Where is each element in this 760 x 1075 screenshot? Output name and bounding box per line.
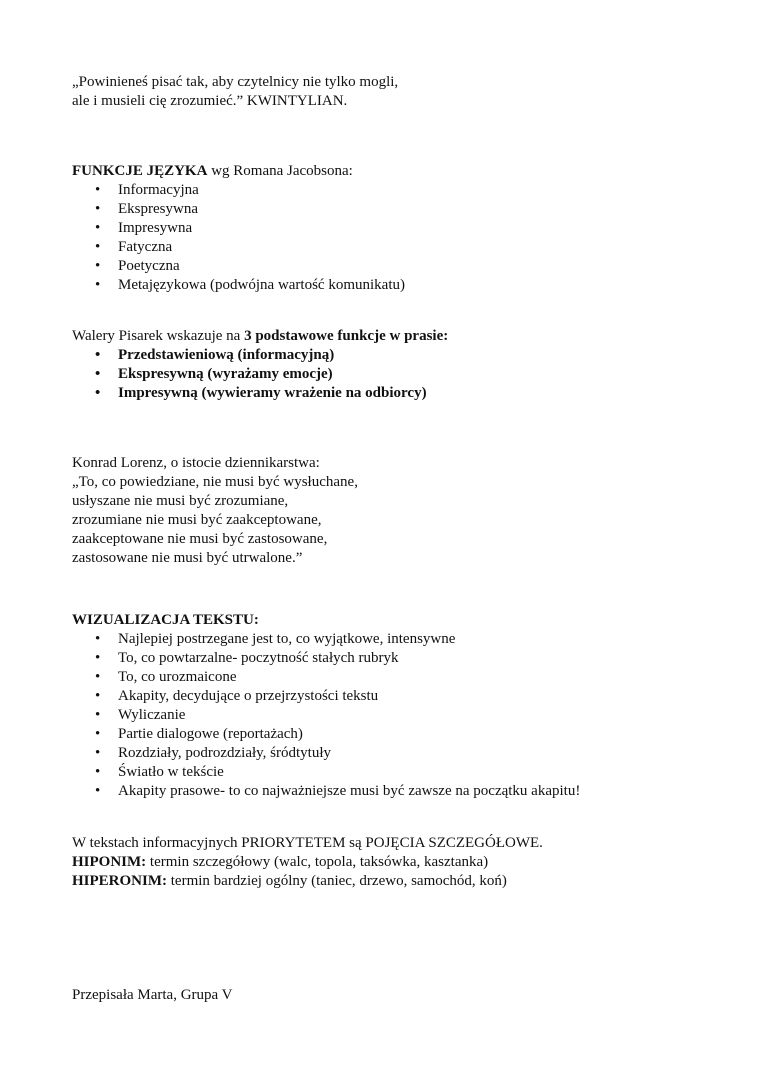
bullet-icon: •: [95, 258, 101, 274]
list-item: [72, 744, 712, 763]
funkcje-heading: [72, 162, 712, 181]
lorenz-section: [72, 454, 712, 568]
list-item-text: Impresywna: [118, 220, 193, 236]
pisarek-section: [72, 327, 712, 403]
bullet-icon: •: [95, 277, 101, 293]
list-item-text: Metajęzykowa (podwójna wartość komunikatu): [118, 277, 405, 293]
list-item: [72, 200, 712, 219]
list-item: [72, 384, 712, 403]
lorenz-line: zrozumiane nie musi być zaakceptowane,: [72, 512, 322, 528]
list-item: [72, 763, 712, 782]
pisarek-intro-plain: Walery Pisarek wskazuje na: [72, 328, 245, 344]
list-item-text: Rozdziały, podrozdziały, śródtytuły: [118, 745, 332, 761]
list-item-text: Ekspresywną (wyrażamy emocje): [118, 366, 333, 382]
pisarek-intro: [72, 327, 712, 346]
bullet-icon: •: [95, 366, 101, 382]
bullet-icon: •: [95, 239, 101, 255]
lorenz-line: „To, co powiedziane, nie musi być wysłuchane,: [72, 474, 358, 490]
funkcje-heading-rest: wg Romana Jacobsona:: [207, 163, 353, 179]
bullet-icon: •: [95, 707, 101, 723]
list-item-text: Impresywną (wywieramy wrażenie na odbiorcy): [118, 385, 427, 401]
pisarek-intro-bold: 3 podstawowe funkcje w prasie:: [244, 328, 449, 344]
bullet-icon: •: [95, 182, 101, 198]
quote-line: ale i musieli cię zrozumieć.” KWINTYLIAN.: [72, 93, 348, 109]
funkcje-heading-bold: FUNKCJE JĘZYKA: [72, 163, 208, 179]
list-item: [72, 257, 712, 276]
list-item: [72, 706, 712, 725]
bullet-icon: •: [95, 631, 101, 647]
list-item-text: Akapity prasowe- to co najważniejsze musi być zawsze na początku akapitu!: [118, 783, 581, 799]
list-item: [72, 668, 712, 687]
list-item-text: To, co urozmaicone: [118, 669, 237, 685]
funkcje-list: [72, 181, 712, 295]
list-item-text: Przedstawieniową (informacyjną): [118, 347, 335, 363]
hiperonim-line: [72, 872, 712, 891]
bullet-icon: •: [95, 385, 101, 401]
list-item: [72, 238, 712, 257]
list-item-text: To, co powtarzalne- poczytność stałych rubryk: [118, 650, 399, 666]
list-item-text: Ekspresywna: [118, 201, 198, 217]
lorenz-line: zastosowane nie musi być utrwalone.”: [72, 550, 303, 566]
list-item: [72, 346, 712, 365]
list-item: [72, 782, 712, 801]
wizualizacja-heading-bold: WIZUALIZACJA TEKSTU:: [72, 612, 259, 628]
bullet-icon: •: [95, 745, 101, 761]
wizualizacja-heading: [72, 611, 712, 630]
list-item: [72, 276, 712, 295]
list-item-text: Partie dialogowe (reportażach): [118, 726, 303, 742]
lorenz-line: Konrad Lorenz, o istocie dziennikarstwa:: [72, 455, 320, 471]
list-item-text: Światło w tekście: [118, 764, 224, 780]
list-item: [72, 687, 712, 706]
pisarek-list: [72, 346, 712, 403]
hiperonim-label: HIPERONIM:: [72, 873, 167, 889]
funkcje-jezyka-section: [72, 162, 712, 295]
bullet-icon: •: [95, 347, 101, 363]
list-item: [72, 725, 712, 744]
kwintylian-quote: [72, 73, 712, 111]
bullet-icon: •: [95, 669, 101, 685]
bullet-icon: •: [95, 726, 101, 742]
priorytet-section: [72, 834, 712, 891]
signature: [72, 986, 712, 1005]
bullet-icon: •: [95, 201, 101, 217]
signature-text: Przepisała Marta, Grupa V: [72, 987, 233, 1003]
bullet-icon: •: [95, 688, 101, 704]
list-item-text: Informacyjna: [118, 182, 199, 198]
list-item-text: Wyliczanie: [118, 707, 186, 723]
list-item: [72, 649, 712, 668]
lorenz-line: zaakceptowane nie musi być zastosowane,: [72, 531, 328, 547]
wizualizacja-section: [72, 611, 712, 801]
lorenz-line: usłyszane nie musi być zrozumiane,: [72, 493, 289, 509]
list-item: [72, 365, 712, 384]
wizualizacja-list: [72, 630, 712, 801]
list-item: [72, 219, 712, 238]
quote-line: „Powinieneś pisać tak, aby czytelnicy nie tylko mogli,: [72, 74, 399, 90]
hiponim-line: [72, 853, 712, 872]
list-item-text: Najlepiej postrzegane jest to, co wyjątkowe, intensywne: [118, 631, 456, 647]
bullet-icon: •: [95, 764, 101, 780]
priorytet-line: W tekstach informacyjnych PRIORYTETEM są POJĘCIA SZCZEGÓŁOWE.: [72, 835, 543, 851]
list-item-text: Akapity, decydujące o przejrzystości tekstu: [118, 688, 379, 704]
hiponim-text: termin szczegółowy (walc, topola, taksówka, kasztanka): [146, 854, 489, 870]
bullet-icon: •: [95, 220, 101, 236]
hiponim-label: HIPONIM:: [72, 854, 147, 870]
list-item: [72, 630, 712, 649]
list-item: [72, 181, 712, 200]
bullet-icon: •: [95, 650, 101, 666]
bullet-icon: •: [95, 783, 101, 799]
list-item-text: Poetyczna: [118, 258, 180, 274]
list-item-text: Fatyczna: [118, 239, 173, 255]
hiperonim-text: termin bardziej ogólny (taniec, drzewo, samochód, koń): [167, 873, 507, 889]
